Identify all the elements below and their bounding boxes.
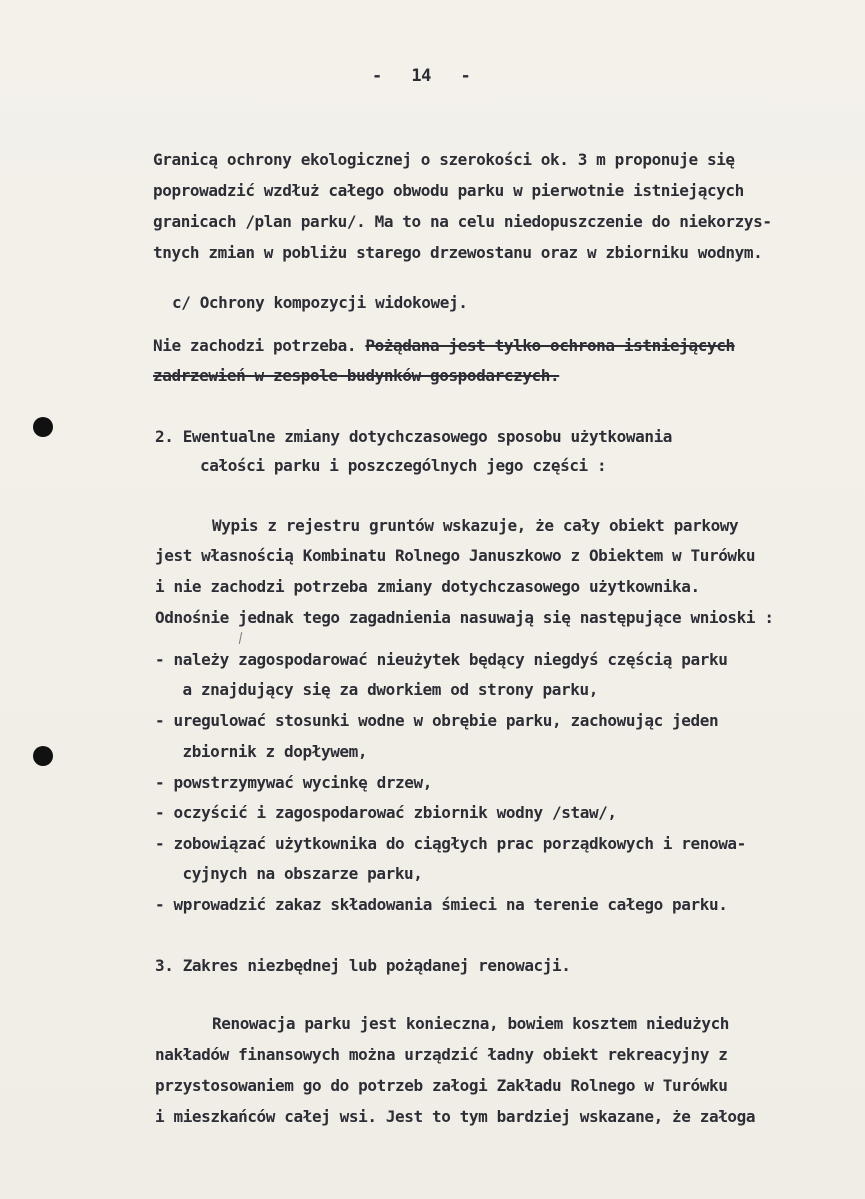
- bullet-4: - oczyścić i zagospodarować zbiornik wodny /staw/,: [155, 803, 617, 822]
- punch-hole-top: [33, 417, 53, 437]
- section-b-line-1: Granicą ochrony ekologicznej o szerokości ok. 3 m proponuje się: [153, 150, 735, 169]
- section-2-heading-line-2: całości parku i poszczególnych jego części :: [200, 456, 607, 475]
- section-c-text: Nie zachodzi potrzeba.: [153, 336, 357, 355]
- section-c-struck-text-2: zadrzewień w zespole budynków gospodarczych.: [153, 366, 560, 385]
- bullet-1-line-1: - należy zagospodarować nieużytek będący niegdyś częścią parku: [155, 650, 728, 669]
- section-2-para-line-1: Wypis z rejestru gruntów wskazuje, że cały obiekt parkowy: [212, 516, 739, 535]
- section-3-para-line-4: i mieszkańców całej wsi. Jest to tym bardziej wskazane, że załoga: [155, 1107, 756, 1126]
- section-b-line-3: granicach /plan parku/. Ma to na celu niedopuszczenie do niekorzys-: [153, 212, 772, 231]
- punch-hole-bottom: [33, 746, 53, 766]
- bullet-2-line-2: zbiornik z dopływem,: [164, 742, 368, 761]
- section-b-line-2: poprowadzić wzdłuż całego obwodu parku w pierwotnie istniejących: [153, 181, 744, 200]
- margin-mark: [239, 632, 242, 644]
- section-3-heading: 3. Zakres niezbędnej lub pożądanej renowacji.: [155, 956, 571, 975]
- section-3-para-line-3: przystosowaniem go do potrzeb załogi Zakładu Rolnego w Turówku: [155, 1076, 728, 1095]
- section-3-para-line-1: Renowacja parku jest konieczna, bowiem kosztem niedużych: [212, 1014, 730, 1033]
- section-2-para-line-2: jest własnością Kombinatu Rolnego Januszkowo z Obiektem w Turówku: [155, 546, 756, 565]
- section-b-line-4: tnych zmian w pobliżu starego drzewostanu oraz w zbiorniku wodnym.: [153, 243, 763, 262]
- section-c-struck-text-1: Pożądana jest tylko ochrona istniejących: [365, 336, 735, 355]
- section-c-text-line-1: [153, 336, 735, 356]
- section-2-para-line-4: Odnośnie jednak tego zagadnienia nasuwają się następujące wnioski :: [155, 608, 774, 627]
- section-2-para-line-3: i nie zachodzi potrzeba zmiany dotychczasowego użytkownika.: [155, 577, 700, 596]
- bullet-1-line-2: a znajdujący się za dworkiem od strony parku,: [164, 680, 598, 699]
- page-number: - 14 -: [372, 66, 471, 86]
- bullet-3: - powstrzymywać wycinkę drzew,: [155, 773, 432, 792]
- section-3-para-line-2: nakładów finansowych można urządzić ładny obiekt rekreacyjny z: [155, 1045, 728, 1064]
- bullet-5-line-2: cyjnych na obszarze parku,: [164, 864, 423, 883]
- bullet-5-line-1: - zobowiązać użytkownika do ciągłych prac porządkowych i renowa-: [155, 834, 746, 853]
- section-2-heading-line-1: 2. Ewentualne zmiany dotychczasowego sposobu użytkowania: [155, 427, 673, 446]
- bullet-2-line-1: - uregulować stosunki wodne w obrębie parku, zachowując jeden: [155, 711, 719, 730]
- section-c-heading: c/ Ochrony kompozycji widokowej.: [172, 293, 468, 312]
- bullet-6: - wprowadzić zakaz składowania śmieci na terenie całego parku.: [155, 895, 728, 914]
